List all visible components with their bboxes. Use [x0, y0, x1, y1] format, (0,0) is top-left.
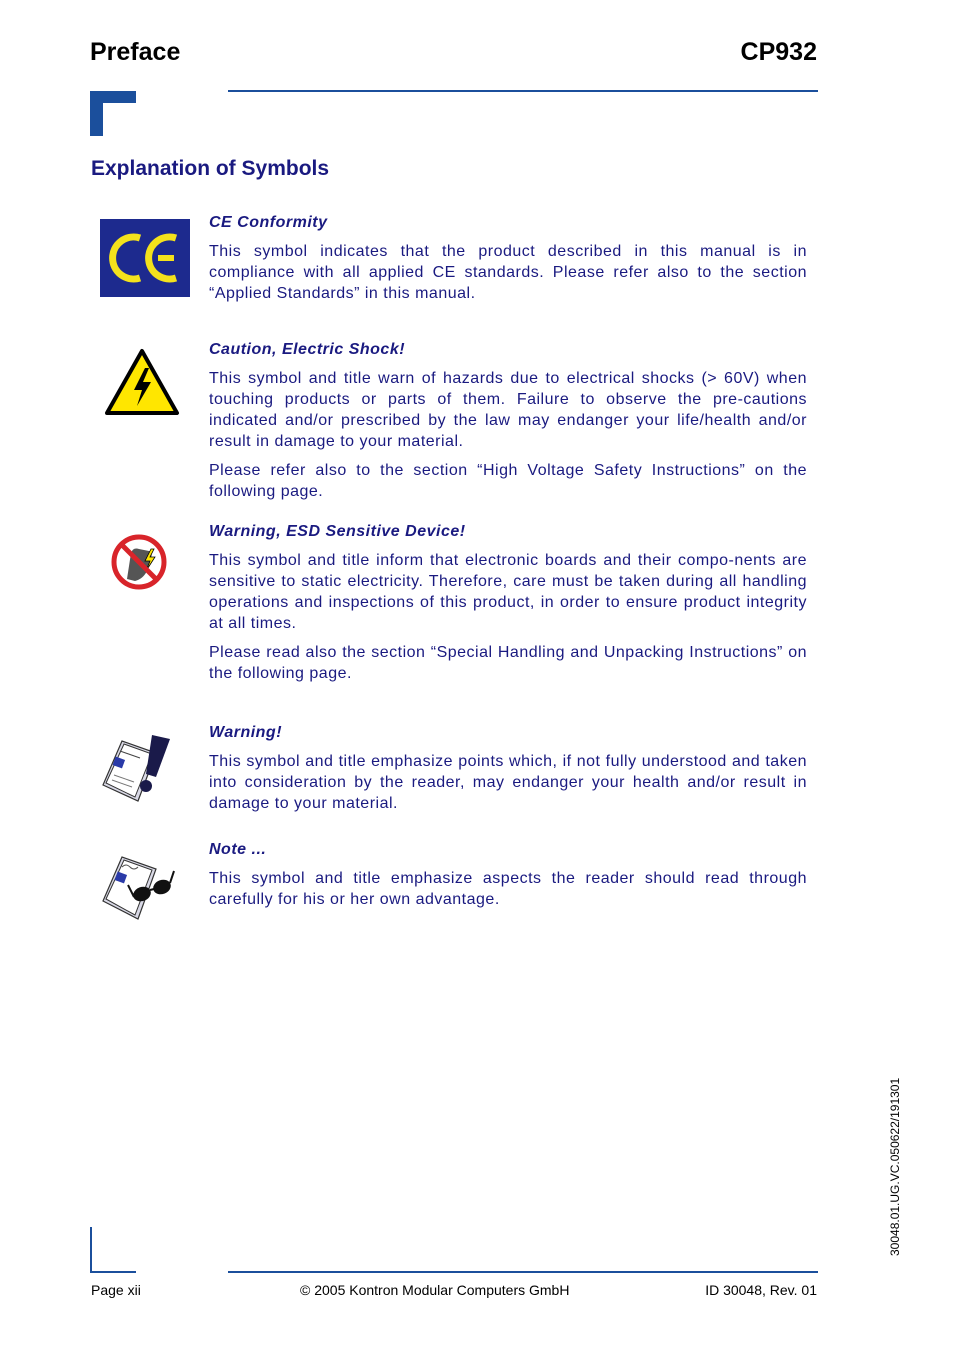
running-header-section: Preface: [90, 38, 181, 66]
header-rule: [228, 90, 818, 92]
entry-paragraph: This symbol indicates that the product described in this manual is in compliance with all applied CE standards. Please refer also to the section “Applied Standards” in this manual.: [209, 243, 807, 302]
entry-paragraph: This symbol and title emphasize aspects the reader should read through carefully for his or her own advantage.: [209, 870, 807, 908]
entry-title: CE Conformity: [209, 214, 328, 231]
warning-document-icon: [100, 731, 176, 807]
entry-paragraph: Please read also the section “Special Handling and Unpacking Instructions” on the following page.: [209, 644, 807, 682]
electric-shock-warning-icon: [104, 348, 180, 416]
document-code-text: 30048.01.UG.VC.050622/191301: [888, 1077, 902, 1256]
document-code-vertical: [880, 1060, 920, 1260]
footer-copyright: © 2005 Kontron Modular Computers GmbH: [300, 1282, 570, 1298]
footer-corner-mark: [90, 1227, 92, 1273]
note-glasses-icon: [100, 849, 176, 923]
section-title: Explanation of Symbols: [91, 157, 330, 180]
symbol-entry-esd: [209, 523, 807, 692]
footer-rule: [228, 1271, 818, 1273]
entry-paragraph: This symbol and title inform that electronic boards and their compo-nents are sensitive to static electricity. Therefore, care must be taken during all handling operations and inspections of this product, in order to ensure product integrity at all times.: [209, 552, 807, 632]
entry-title: Note ...: [209, 841, 267, 858]
footer-document-id: ID 30048, Rev. 01: [705, 1282, 817, 1298]
entry-paragraph: Please refer also to the section “High Voltage Safety Instructions” on the following page.: [209, 462, 807, 500]
symbol-entry-ce: [209, 214, 807, 312]
entry-title: Caution, Electric Shock!: [209, 341, 406, 358]
entry-paragraph: This symbol and title emphasize points which, if not fully understood and taken into consideration by the reader, may endanger your health and/or result in damage to your material.: [209, 753, 807, 812]
entry-paragraph: This symbol and title warn of hazards due to electrical shocks (> 60V) when touching products or parts of them. Failure to observe the pre-cautions indicated and/or prescribed by the law may endanger your life/health and/or result in damage to your material.: [209, 370, 807, 450]
header-corner-mark-vertical: [90, 91, 103, 136]
entry-title: Warning!: [209, 724, 283, 741]
entry-title: Warning, ESD Sensitive Device!: [209, 523, 466, 540]
symbol-entry-warning: [209, 724, 807, 822]
symbol-entry-note: [209, 841, 807, 918]
running-header-product: CP932: [740, 38, 817, 66]
esd-sensitive-icon: [109, 531, 169, 593]
footer-corner-mark-horizontal: [90, 1271, 136, 1273]
footer-page-number: Page xii: [91, 1282, 141, 1298]
ce-mark-icon: [100, 219, 190, 297]
symbol-entry-electric-shock: [209, 341, 807, 510]
